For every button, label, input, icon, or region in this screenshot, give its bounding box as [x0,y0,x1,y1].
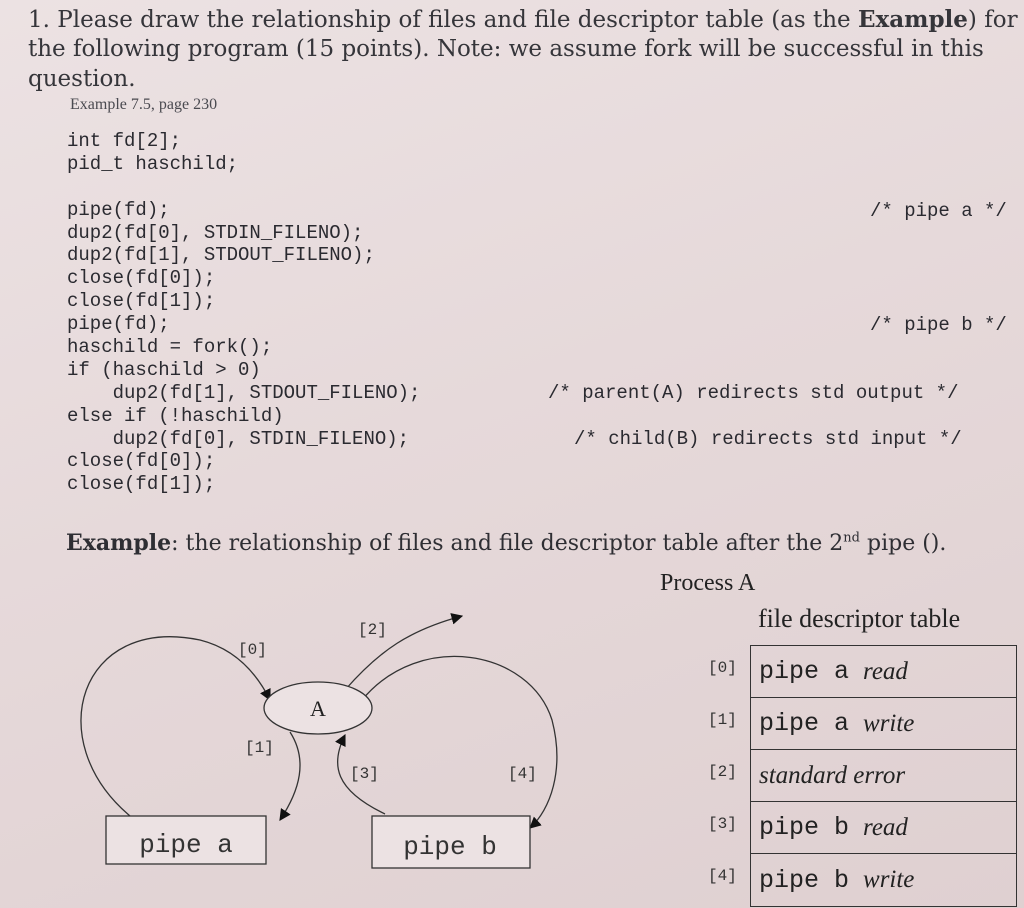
fd-entry-file: pipe a [759,657,850,686]
fd-table-title: file descriptor table [758,604,961,633]
fd-entry-mode: read [863,657,908,685]
example-caption: Example: the relationship of files and file descriptor table after the 2nd pipe (). [66,530,947,556]
fd-index-label: [4] [708,867,737,885]
fd-label-0: [0] [238,641,267,659]
fd-label-4: [4] [508,765,537,783]
question-line-2: the following program (15 points). Note: we assume fork will be successful in this [28,36,984,62]
arrow-fd4 [362,656,557,828]
arrow-fd0 [81,637,270,816]
fd-table-row [751,646,1016,698]
code-line: close(fd[1]); [67,290,216,313]
code-line: close(fd[0]); [67,267,216,290]
comment-parent: /* parent(A) redirects std output */ [548,382,959,404]
comment-child: /* child(B) redirects std input */ [574,428,962,450]
fd-entry-mode: standard error [759,761,906,789]
pipe-a-label: pipe a [139,830,233,860]
process-title: Process A [660,570,756,596]
fd-table-row [751,698,1016,750]
fd-table-row [751,802,1016,854]
fd-index-label: [0] [708,659,737,677]
code-line: haschild = fork(); [67,336,273,359]
fd-entry-file: pipe a [759,709,850,738]
code-line: else if (!haschild) [67,404,284,427]
pipe-b-label: pipe b [403,832,497,862]
fd-entry-mode: write [863,709,915,737]
code-line: pid_t haschild; [67,152,239,175]
fd-index-label: [1] [708,711,737,729]
fd-label-2: [2] [358,621,387,639]
comment-pipe-a: /* pipe a */ [870,200,1007,222]
code-line: close(fd[1]); [67,473,216,496]
comment-pipe-b: /* pipe b */ [870,314,1007,336]
fd-index-label: [2] [708,763,737,781]
code-line: dup2(fd[1], STDOUT_FILENO); [67,381,421,404]
fd-table-row [751,854,1016,906]
question-line-3: question. [28,66,136,92]
code-line: pipe(fd); [67,313,170,336]
fd-entry-file: pipe b [759,813,850,842]
fd-table-row [751,750,1016,802]
fd-index-label: [3] [708,815,737,833]
code-line: dup2(fd[0], STDIN_FILENO); [67,221,364,244]
reference-note: Example 7.5, page 230 [70,96,218,113]
code-line: dup2(fd[1], STDOUT_FILENO); [67,244,375,267]
fd-label-3: [3] [350,765,379,783]
fd-entry-file: pipe b [759,865,850,895]
code-line: pipe(fd); [67,198,170,221]
code-line: if (haschild > 0) [67,358,261,381]
fd-table [750,645,1017,907]
process-a-label: A [310,696,326,721]
question-line-1: 1. Please draw the relationship of files and file descriptor table (as the Example) for [28,6,1018,33]
code-line: close(fd[0]); [67,450,216,473]
code-line: dup2(fd[0], STDIN_FILENO); [67,427,410,450]
fd-entry-mode: write [863,866,915,893]
arrow-fd1 [280,732,300,820]
fd-label-1: [1] [245,739,274,757]
code-line: int fd[2]; [67,130,182,152]
fd-entry-mode: read [863,813,908,841]
